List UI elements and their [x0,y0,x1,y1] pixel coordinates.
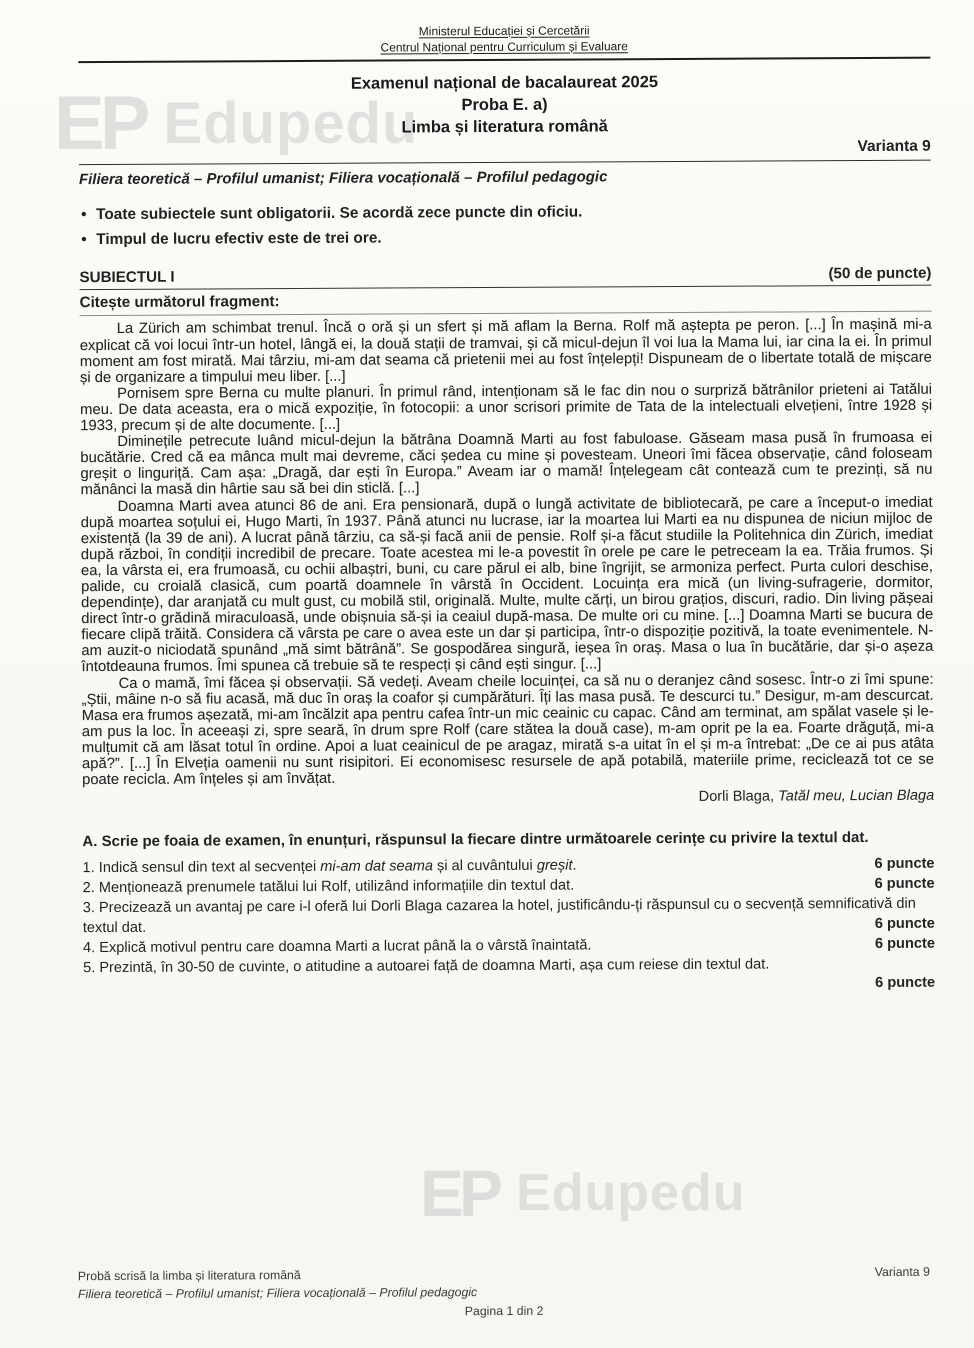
exam-proba: Proba E. a) [461,95,548,115]
footer-filiera: Filiera teoretică – Profilul umanist; Filiera vocațională – Profilul pedagogic [77,1285,478,1302]
question-text: Precizează un avantaj pe care i-l oferă lui Dorli Blaga cazarea la hotel, justificându-ți răspunsul cu o secvență semnificativă din textul dat. [82,896,916,936]
filiera-line: Filiera teoretică – Profilul umanist; Filiera vocațională – Profilul pedagogic [78,168,608,189]
attribution-title: Tatăl meu, Lucian Blaga [778,787,935,805]
question-text: Menționează prenumele tatălui lui Rolf, utilizând informațiile din textul dat. [98,877,575,897]
questions-list [82,855,935,998]
fragment-paragraph: Ca o mamă, îmi făcea și observații. Să vedeți. Aveam cheile locuinței, ca să nu o deranjez când sosesc. Într-o zi îmi spune: „Știi, mâine n-o să fiu acasă, mă duc în oraș la coafor și cumpărături. Îți las masa pusă. Te descurci tu.” Desigur, m-am descurcat. Masa era frumos așezată, mi-am încălzit apa pentru cafea într-un mic ceainic cu capac. Când am terminat, am spălat vasele și le-am pus la loc. În aceeași zi, spre seară, în drum spre Rolf (care stătea la două case), m-am oprit pe la ea. Foarte drăguță, mi-a mulțumit că am lăsat totul în ordine. Apoi a luat ceainicul de pe aragaz, mirată s-a uitat în el și m-a întrebat: „De ce ai pus atâta apă?”. [...] În Elveția oamenii nu sunt risipitori. Ei economisesc resursele de apă potabilă, materiile prime, reciclează tot ce se poate recicla. Am înțeles și am învățat. [81,671,935,789]
question-text-italic: mi-am dat seama [320,858,434,875]
question-points: 6 puncte [874,935,935,952]
question-text-part: și al cuvântului [432,857,537,875]
note-item: • Timpul de lucru efectiv este de trei ore. [79,227,931,249]
fragment-paragraph: Doamna Marti avea atunci 86 de ani. Era pensionară, după o lungă activitate de bibliotecară, pe care a început-o imediat după moartea soțului ei, Hugo Marti, în 1937. Până atunci nu lucrase, iar la moartea lui Marti ea nu dispunea de niciun mijloc de existență (la 39 de ani). A lucrat până târziu, ca să-și facă anii de pensie. Rolf și-a făcut studiile la Politehnica din Zürich, imediat după război, în condiții incredibil de precare. Toate acestea mi le-a povestit în orele pe care le petreceam la ea. Trăia frumos. Și ea, la vârsta ei, era frumoasă, cu ochii albaștri, buni, cu care părul ei alb, bine îngrijit, se armoniza perfect. Purta culori deschise, palide, cu croială clasică, cum poartă doamnele în vârstă în Occident. Locuința era mică (un living-sufragerie, dormitor, dependințe), dar aranjată cu mult gust, cu mobilă stil, originală. Multe, multe cărți, un birou grațios, discuri, radio. Din living pășeai direct într-o grădină miraculoasă, unde obișnuia să-și ia ceaiul după-masa. De multe ori cu mine. [...] Doamna Marti se bucura de fiecare clipă trăită. Considera că vârsta pe care o avea este un dar și participa, într-o dispoziție pozitivă, la toate evenimentele. N-am auzit-o niciodată spunând „mă simt bătrână”. Se gospodărea singură, ieșea în oraș. Masa o lua în bucătărie, dar și-o așeza întotdeauna frumos. Îmi spunea că trebuie să te respecți și când ești singur. [...] [80,494,934,676]
footer-row-1 [78,1265,930,1283]
question-number: 1. [82,860,95,877]
question-number: 4. [82,939,96,956]
question-number: 2. [82,880,95,897]
subject1-instruction: Citește următorul fragment: [80,286,932,316]
note-item: • Toate subiectele sunt obligatorii. Se acordă zece puncte din oficiu. [79,202,931,224]
fragment-paragraph: La Zürich am schimbat trenul. Încă o oră și un sfert și mă aflam la Berna. Rolf mă aștepta pe peron. [...] În mașină mi-a explicat că voi locui într-un hotel, lângă ei, la două stații de tramvai, și că micul-dejun îl voi lua la Mama lui, iar cina la ei. În primul moment am fost mirată. Mai târziu, mi-am dat seama că prietenii mei au fost înțelepți! Dispuneam de o libertate totală de mișcare și de organizare a timpului meu liber. [...] [79,317,932,386]
exam-notes [79,202,931,249]
variant-label: Varianta 9 [857,138,931,156]
footer-exam-name: Probă scrisă la limba și literatura română [77,1268,301,1284]
exam-subject: Limba și literatura română [401,117,608,137]
section-a [82,828,935,997]
question-item [83,955,935,998]
exam-title: Examenul național de bacalaureat 2025 [350,73,659,93]
attribution [82,788,934,808]
question-points: 6 puncte [874,875,935,893]
edupedu-logo-watermark: EP [54,81,146,166]
question-text: Explică motivul pentru care doamna Marti a lucrat până la o vârstă înaintată. [99,937,592,956]
question-points: 6 puncte [874,855,935,872]
footer-variant: Varianta 9 [874,1264,930,1280]
edupedu-text-watermark: Edupedu [516,1164,746,1222]
edupedu-logo-watermark: EP [420,1156,499,1230]
page-footer [78,1265,930,1320]
question-text-part: . [572,857,577,874]
question-points: 6 puncte [874,915,935,932]
question-number: 3. [82,900,95,917]
question-item [83,895,935,938]
subject1-heading: SUBIECTUL I [79,269,175,287]
fragment-paragraph: Pornisem spre Berna cu multe planuri. În primul rând, intenționam să le fac din nou o surpriză bătrânilor prieteni ai Tatălui meu. De data aceasta, era o mică expoziție, în fotocopii: a unor scrisori primite de Tata de la intelectuali elvețieni, între 1928 și 1933, precum și de alte documente. [...] [80,381,933,435]
fragment-text [80,317,934,788]
header-line-center: Centrul Național pentru Curriculum și Evaluare [380,38,628,55]
attribution-author: Dorli Blaga, [698,788,779,806]
fragment-paragraph: Diminețile petrecute luând micul-dejun la bătrâna Doamnă Marti au fost fabuloase. Găseam masa pusă în frumoasa ei bucătărie. Cred că ea mânca mult mai devreme, căci ședea cu mine și povesteam. Uneori îmi făcea observație, când foloseam greșit o linguriță. Cam așa: „Dragă, dar ești în Europa.” Aveam iar o mamă! Înțelegeam cât contează cum te prezinți, să nu mănânci la masă din hârtie sau să bei din sticlă. [...] [80,429,933,499]
question-text-italic: greșit [536,857,573,874]
subject1-points: (50 de puncte) [828,265,932,283]
header-line-ministry: Ministerul Educației și Cercetării [418,23,590,39]
ministry-header [78,22,930,58]
header-rule [78,57,930,63]
question-text: Prezintă, în 30-50 de cuvinte, o atitudine a autoarei față de doamna Marti, așa cum reiese din textul dat. [99,956,770,977]
question-text-part: Indică sensul din text al secvenței [98,858,321,877]
question-points: 6 puncte [875,974,936,991]
edupedu-text-watermark: Edupedu [163,91,419,156]
section-a-heading: A. Scrie pe foaia de examen, în enunțuri, răspunsul la fiecare dintre următoarele cerințe cu privire la textul dat. [82,829,869,851]
footer-page-number: Pagina 1 din 2 [464,1303,544,1319]
watermark-bottom [420,1156,746,1230]
question-number: 5. [83,960,96,977]
divider-rule [79,160,931,165]
exam-title-block [78,71,930,141]
question-text [99,858,577,877]
